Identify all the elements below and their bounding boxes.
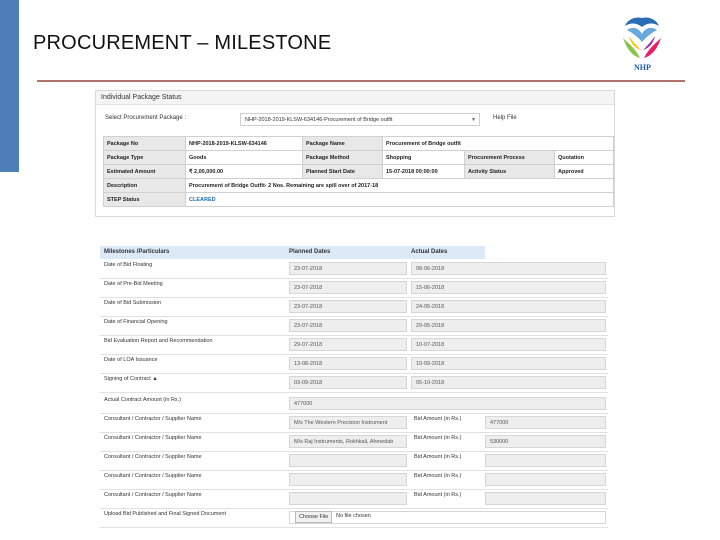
- no-file-text: No file chosen: [336, 513, 371, 519]
- milestone-label: Bid Evaluation Report and Recommendation: [104, 338, 213, 344]
- package-field-label: Description: [104, 179, 186, 193]
- milestone-label: Date of Financial Opening: [104, 319, 168, 325]
- planned-date-field[interactable]: 23-07-2018: [289, 300, 407, 313]
- package-field-value: Procurement of Bridge Outfit- 2 Nos. Remaining are spill over of 2017-18: [186, 179, 614, 193]
- planned-date-field[interactable]: 23-07-2018: [289, 281, 407, 294]
- planned-date-field[interactable]: 13-08-2018: [289, 357, 407, 370]
- package-field-label: Package Type: [104, 151, 186, 165]
- actual-date-field[interactable]: 08-06-2018: [411, 262, 606, 275]
- package-field-label: Package No: [104, 137, 186, 151]
- package-row: [104, 165, 614, 179]
- package-select[interactable]: [240, 113, 480, 126]
- contract-amount-label: Actual Contract Amount (in Rs.): [104, 397, 182, 403]
- package-field-value: ₹ 2,00,000.00: [186, 165, 303, 179]
- col-particulars: Milestones /Particulars: [104, 249, 170, 255]
- package-row: [104, 179, 614, 193]
- package-field-value: Shopping: [383, 151, 465, 165]
- milestone-row: [100, 298, 608, 317]
- planned-date-field[interactable]: 23-07-2018: [289, 319, 407, 332]
- actual-date-field[interactable]: 15-06-2018: [411, 281, 606, 294]
- package-field-label: Planned Start Date: [303, 165, 383, 179]
- milestone-row: [100, 279, 608, 298]
- bid-amount-field[interactable]: [485, 454, 606, 467]
- bid-amount-label: Bid Amount (in Rs.): [414, 416, 462, 422]
- package-field-label: Package Name: [303, 137, 383, 151]
- logo-text: NHP: [634, 63, 651, 72]
- milestone-row: [100, 317, 608, 336]
- supplier-name-label: Consultant / Contractor / Supplier Name: [104, 416, 202, 422]
- milestone-label: Date of LOA Issuance: [104, 357, 158, 363]
- bid-amount-label: Bid Amount (in Rs.): [414, 492, 462, 498]
- milestone-row: [100, 260, 608, 279]
- milestone-row: [100, 414, 608, 433]
- col-actual: Actual Dates: [411, 249, 448, 255]
- package-status-panel: [95, 90, 615, 217]
- package-field-value: NHP-2018-2019-KLSW-634146: [186, 137, 303, 151]
- milestone-row: [100, 336, 608, 355]
- actual-date-field[interactable]: 24-05-2018: [411, 300, 606, 313]
- package-field-label: Estimated Amount: [104, 165, 186, 179]
- lock-icon: ▲: [150, 376, 158, 382]
- package-select-row: [103, 113, 611, 127]
- supplier-name-field[interactable]: [289, 492, 407, 505]
- bid-amount-label: Bid Amount (in Rs.): [414, 473, 462, 479]
- package-field-value: Goods: [186, 151, 303, 165]
- milestone-label: Date of Bid Floating: [104, 262, 153, 268]
- milestone-label: Signing of Contract ▲: [104, 376, 158, 382]
- package-select-value: NHP-2018-2019-KLSW-634146-Procurement of Bridge outfit: [245, 117, 393, 123]
- supplier-name-field[interactable]: M/s The Western Precision Instrument: [289, 416, 407, 429]
- planned-date-field[interactable]: 23-07-2018: [289, 262, 407, 275]
- bid-amount-label: Bid Amount (in Rs.): [414, 435, 462, 441]
- bid-amount-field[interactable]: 477000: [485, 416, 606, 429]
- title-divider: [37, 80, 685, 82]
- package-field-value: Quotation: [555, 151, 614, 165]
- planned-date-field[interactable]: 03-09-2018: [289, 376, 407, 389]
- package-field-label: STEP Status: [104, 193, 186, 207]
- milestone-row: [100, 509, 608, 528]
- supplier-name-field[interactable]: M/s Raj Instruments, Rokhkali, Ahmedab: [289, 435, 407, 448]
- milestone-label: Date of Pre-Bid Meeting: [104, 281, 163, 287]
- package-field-value: Approved: [555, 165, 614, 179]
- select-package-label: Select Procurement Package :: [105, 115, 187, 121]
- col-planned: Planned Dates: [289, 249, 331, 255]
- actual-date-field[interactable]: 10-07-2018: [411, 338, 606, 351]
- package-row: [104, 151, 614, 165]
- supplier-name-label: Consultant / Contractor / Supplier Name: [104, 492, 202, 498]
- bid-amount-label: Bid Amount (in Rs.): [414, 454, 462, 460]
- package-field-label: Activity Status: [465, 165, 555, 179]
- upload-label: Upload Bid Published and Final Signed Document: [104, 511, 226, 517]
- chevron-down-icon: ▼: [471, 117, 476, 123]
- help-file-link[interactable]: Help File: [493, 115, 517, 121]
- milestone-label: Date of Bid Submission: [104, 300, 162, 306]
- supplier-name-label: Consultant / Contractor / Supplier Name: [104, 454, 202, 460]
- milestones-header: [100, 246, 485, 259]
- bid-amount-field[interactable]: [485, 492, 606, 505]
- supplier-name-label: Consultant / Contractor / Supplier Name: [104, 473, 202, 479]
- package-row: [104, 137, 614, 151]
- milestone-row: [100, 433, 608, 452]
- package-row: [104, 193, 614, 207]
- supplier-name-field[interactable]: [289, 473, 407, 486]
- package-field-label: Procurement Process: [465, 151, 555, 165]
- choose-file-button[interactable]: Choose File: [295, 511, 332, 523]
- step-status-link[interactable]: CLEARED: [186, 193, 614, 207]
- milestone-row: [100, 374, 608, 393]
- milestone-row: [100, 471, 608, 490]
- package-field-label: Package Method: [303, 151, 383, 165]
- actual-date-field[interactable]: 29-05-2018: [411, 319, 606, 332]
- milestone-row: [100, 355, 608, 374]
- bid-amount-field[interactable]: 530000: [485, 435, 606, 448]
- contract-amount-field[interactable]: 477000: [289, 397, 606, 410]
- package-details-table: [103, 136, 614, 207]
- supplier-name-label: Consultant / Contractor / Supplier Name: [104, 435, 202, 441]
- bid-amount-field[interactable]: [485, 473, 606, 486]
- supplier-name-field[interactable]: [289, 454, 407, 467]
- milestone-row: [100, 452, 608, 471]
- planned-date-field[interactable]: 29-07-2018: [289, 338, 407, 351]
- milestone-row: [100, 490, 608, 509]
- actual-date-field[interactable]: 10-09-2018: [411, 357, 606, 370]
- milestone-row: [100, 395, 608, 414]
- package-field-value: Procurement of Bridge outfit: [383, 137, 614, 151]
- accent-bar: [0, 0, 19, 172]
- slide-title: PROCUREMENT – MILESTONE: [33, 32, 332, 54]
- package-field-value: 15-07-2018 00:00:00: [383, 165, 465, 179]
- milestones-panel: [100, 246, 608, 530]
- actual-date-field[interactable]: 05-10-2018: [411, 376, 606, 389]
- panel-heading: Individual Package Status: [96, 91, 614, 105]
